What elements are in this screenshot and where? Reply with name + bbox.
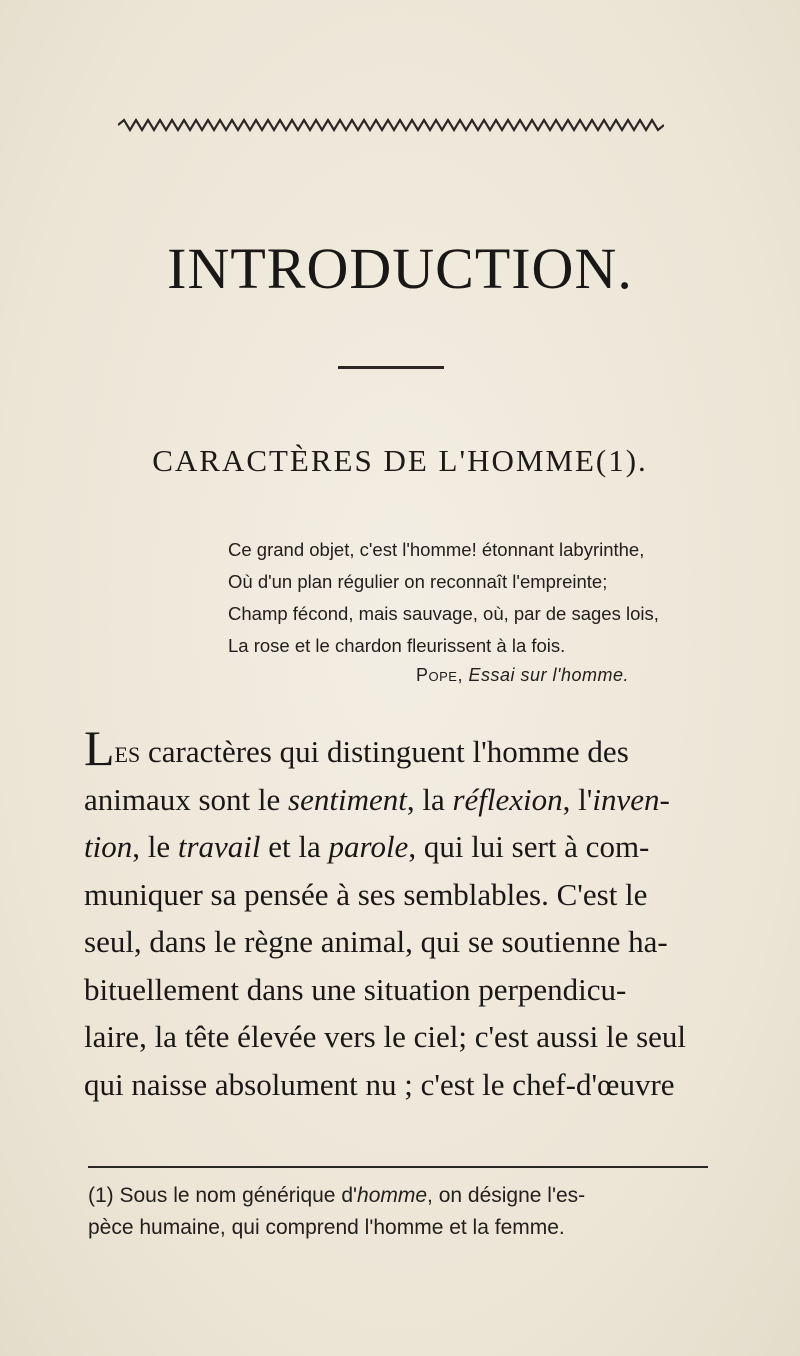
drop-cap: L — [84, 720, 115, 776]
body-line — [84, 823, 784, 871]
epigraph — [228, 534, 788, 662]
epigraph-line: Ce grand objet, c'est l'homme! étonnant labyrinthe, — [228, 539, 645, 560]
drop-cap-rest: es — [114, 734, 141, 769]
body-text-segment: , le — [132, 829, 178, 864]
page-title: INTRODUCTION. — [167, 236, 633, 301]
body-line: laire, la tête élevée vers le ciel; c'est aussi le seul — [84, 1019, 687, 1054]
footnote-text-segment: (1) Sous le nom générique d' — [88, 1184, 358, 1207]
footnote-text-segment: , on désigne l'es- — [427, 1184, 586, 1207]
section-subtitle: CARACTÈRES DE L'HOMME(1). — [152, 443, 648, 478]
epigraph-attribution — [416, 665, 629, 686]
body-emphasis: tion — [84, 829, 133, 864]
body-line: qui naisse absolument nu ; c'est le chef-d'œuvre — [84, 1066, 675, 1102]
body-text-segment: , la — [406, 781, 453, 817]
footnote-emphasis: homme — [357, 1184, 428, 1207]
body-emphasis: réflexion — [452, 781, 563, 817]
body-paragraph — [84, 720, 784, 1108]
body-line: bituellement dans une situation perpendicu- — [84, 971, 627, 1007]
body-emphasis: parole — [328, 829, 409, 864]
epigraph-work: Essai sur l'homme. — [468, 665, 629, 685]
body-emphasis: inven- — [592, 781, 670, 817]
body-text-segment: et la — [260, 829, 329, 864]
body-text-segment: , qui lui sert à com- — [408, 829, 650, 864]
body-text-segment: , l' — [562, 781, 593, 817]
epigraph-author: Pope, — [416, 665, 463, 685]
epigraph-line: La rose et le chardon fleurissent à la fois. — [228, 635, 566, 656]
footnote-divider — [88, 1166, 708, 1168]
body-line — [84, 720, 784, 776]
body-line — [84, 776, 784, 824]
body-emphasis: travail — [177, 829, 261, 864]
body-emphasis: sentiment — [288, 781, 407, 817]
body-text-segment: caractères qui distinguent l'homme des — [140, 734, 629, 769]
body-line: muniquer sa pensée à ses semblables. C'est le — [84, 876, 648, 912]
footnote — [88, 1180, 748, 1244]
title-divider — [338, 366, 444, 369]
epigraph-line: Champ fécond, mais sauvage, où, par de sages lois, — [228, 603, 659, 624]
decorative-header-ornament — [118, 118, 664, 132]
body-text-segment: animaux sont le — [84, 781, 289, 817]
body-line: seul, dans le règne animal, qui se soutienne ha- — [84, 924, 668, 959]
epigraph-line: Où d'un plan régulier on reconnaît l'empreinte; — [228, 571, 608, 592]
footnote-line: pèce humaine, qui comprend l'homme et la femme. — [88, 1216, 565, 1239]
footnote-line — [88, 1180, 748, 1212]
